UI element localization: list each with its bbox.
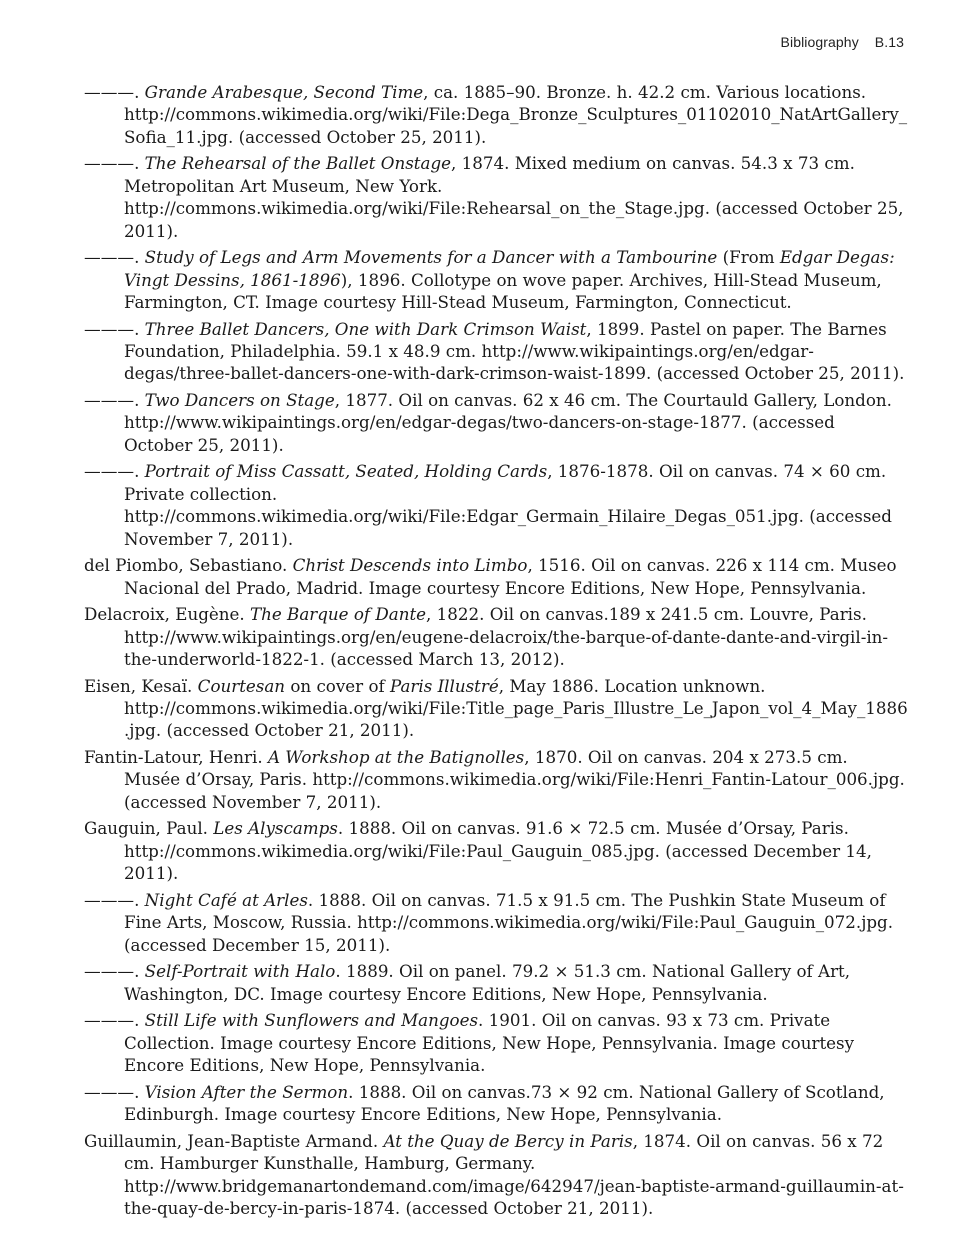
entry-text: , 1870. Oil on canvas. 204 x 273.5 cm. Musée d’Orsay, Paris. http://commons.wikimedia.org/wiki/File:Henri_Fantin-Latour_006.jpg. (accessed November 7, 2011). [124,747,905,812]
entry-text: Fantin-Latour, Henri. [84,747,268,768]
bibliography-entry [84,1130,908,1220]
bibliography-entry [84,675,908,742]
work-title: Still Life with Sunflowers and Mangoes [144,1010,479,1031]
bibliography-entry [84,603,908,670]
entry-text: Gauguin, Paul. [84,818,214,839]
work-title: At the Quay de Bercy in Paris [383,1130,633,1151]
entry-text: ———. [84,461,145,482]
entry-text: ), 1896. Collotype on wove paper. Archives, Hill-Stead Museum, Farmington, CT. Image courtesy Hill-Stead Museum, Farmington, Connecticut. [124,269,882,313]
entry-text: ———. [84,961,145,982]
bibliography-entry [84,152,908,242]
work-title: A Workshop at the Batignolles [267,747,525,768]
entry-text: Guillaumin, Jean-Baptiste Armand. [84,1130,384,1151]
entry-text: ———. [84,153,145,174]
work-title: Self-Portrait with Halo [144,961,336,982]
work-title: Night Café at Arles [144,889,308,910]
work-title: Three Ballet Dancers, One with Dark Crimson Waist [144,318,587,339]
work-title: Christ Descends into Limbo [292,555,528,576]
bibliography-entry [84,960,908,1005]
work-title: Portrait of Miss Cassatt, Seated, Holding Cards [144,461,548,482]
work-title: Courtesan [197,675,286,696]
bibliography-entry [84,817,908,884]
work-title: Study of Legs and Arm Movements for a Dancer with a Tambourine [144,247,718,268]
bibliography-entry [84,1081,908,1126]
work-title: Vision After the Sermon [144,1081,349,1102]
entry-text: . 1889. Oil on panel. 79.2 × 51.3 cm. National Gallery of Art, Washington, DC. Image courtesy Encore Editions, New Hope, Pennsylvania. [124,961,851,1004]
work-title: Grande Arabesque, Second Time [144,82,424,102]
entry-text: ———. [84,1081,145,1102]
entry-text: , 1874. Mixed medium on canvas. 54.3 x 73 cm. Metropolitan Art Museum, New York. http://commons.wikimedia.org/wiki/File:Rehearsal_on_the_Stage.jpg. (accessed October 25, 2011). [124,153,904,241]
entry-text: del Piombo, Sebastiano. [84,555,293,576]
work-title: Paris Illustré [389,675,499,696]
entry-text: , 1516. Oil on canvas. 226 x 114 cm. Museo Nacional del Prado, Madrid. Image courtesy Encore Editions, New Hope, Pennsylvania. [124,555,897,598]
bibliography-list [84,81,908,1224]
entry-text: . 1901. Oil on canvas. 93 x 73 cm. Private Collection. Image courtesy Encore Editions, New Hope, Pennsylvania. Image courtesy Encore Editions, New Hope, Pennsylvania. [124,1010,855,1076]
entry-text: Eisen, Kesaï. [84,675,198,696]
entry-text: (From [717,247,780,268]
entry-text: ———. [84,889,145,910]
entry-text: ———. [84,82,145,102]
section-title: Bibliography [780,34,859,50]
bibliography-entry [84,246,908,313]
entry-text: , 1874. Oil on canvas. 56 x 72 cm. Hamburger Kunsthalle, Hamburg, Germany. http://www.bridgemanartondemand.com/image/642947/jean-baptiste-armand-guillaumin-at-the-quay-de-bercy-in-paris-1874. (accessed October 21, 2011). [124,1130,904,1218]
page-number: B.13 [874,34,904,50]
work-title: The Barque of Dante [250,604,427,625]
entry-text: Delacroix, Eugène. [84,604,250,625]
bibliography-entry [84,318,908,385]
entry-text: , 1877. Oil on canvas. 62 x 46 cm. The Courtauld Gallery, London. http://www.wikipaintings.org/en/edgar-degas/two-dancers-on-stage-1877. (accessed October 25, 2011). [124,390,892,455]
entry-text: ———. [84,390,145,411]
work-title: Edgar Degas: Vingt Dessins, 1861-1896 [124,247,895,290]
entry-text: , 1899. Pastel on paper. The Barnes Foundation, Philadelphia. 59.1 x 48.9 cm. http://www.wikipaintings.org/en/edgar-degas/three-ballet-dancers-one-with-dark-crimson-waist-1899. (accessed October 25, 2011). [124,318,905,384]
bibliography-entry [84,1009,908,1076]
entry-text: , May 1886. Location unknown. http://commons.wikimedia.org/wiki/File:Title_page_Paris_Illustre_Le_Japon_vol_4_May_1886.jpg. (accessed October 21, 2011). [124,675,908,741]
entry-text: ———. [84,247,145,268]
bibliography-entry [84,389,908,456]
entry-text: . 1888. Oil on canvas. 91.6 × 72.5 cm. Musée d’Orsay, Paris. http://commons.wikimedia.org/wiki/File:Paul_Gauguin_085.jpg. (accessed December 14, 2011). [124,818,872,884]
entry-text: . 1888. Oil on canvas.73 × 92 cm. National Gallery of Scotland, Edinburgh. Image courtesy Encore Editions, New Hope, Pennsylvania. [124,1081,885,1125]
entry-text: ———. [84,1010,145,1031]
bibliography-entry [84,746,908,813]
work-title: The Rehearsal of the Ballet Onstage [144,153,452,174]
bibliography-entry [84,554,908,599]
running-header [781,34,904,50]
work-title: Les Alyscamps [213,818,338,839]
entry-text: on cover of [285,675,390,696]
entry-text: ———. [84,318,145,339]
bibliography-entry [84,889,908,956]
entry-text: , 1876-1878. Oil on canvas. 74 × 60 cm. Private collection. http://commons.wikimedia.org/wiki/File:Edgar_Germain_Hilaire_Degas_051.jpg. (accessed November 7, 2011). [124,461,892,549]
entry-text: . 1888. Oil on canvas. 71.5 x 91.5 cm. The Pushkin State Museum of Fine Arts, Moscow, Russia. http://commons.wikimedia.org/wiki/File:Paul_Gauguin_072.jpg. (accessed December 15, 2011). [124,889,894,955]
bibliography-entry [84,460,908,550]
entry-text: , ca. 1885–90. Bronze. h. 42.2 cm. Various locations. http://commons.wikimedia.org/wiki/File:Dega_Bronze_Sculptures_01102010_NatArtGallery_Sofia_11.jpg. (accessed October 25, 2011). [124,82,908,147]
entry-text: , 1822. Oil on canvas.189 x 241.5 cm. Louvre, Paris. http://www.wikipaintings.org/en/eugene-delacroix/the-barque-of-dante-dante-and-virgil-in-the-underworld-1822-1. (accessed March 13, 2012). [124,604,889,670]
work-title: Two Dancers on Stage [144,390,335,411]
bibliography-entry [84,81,908,148]
